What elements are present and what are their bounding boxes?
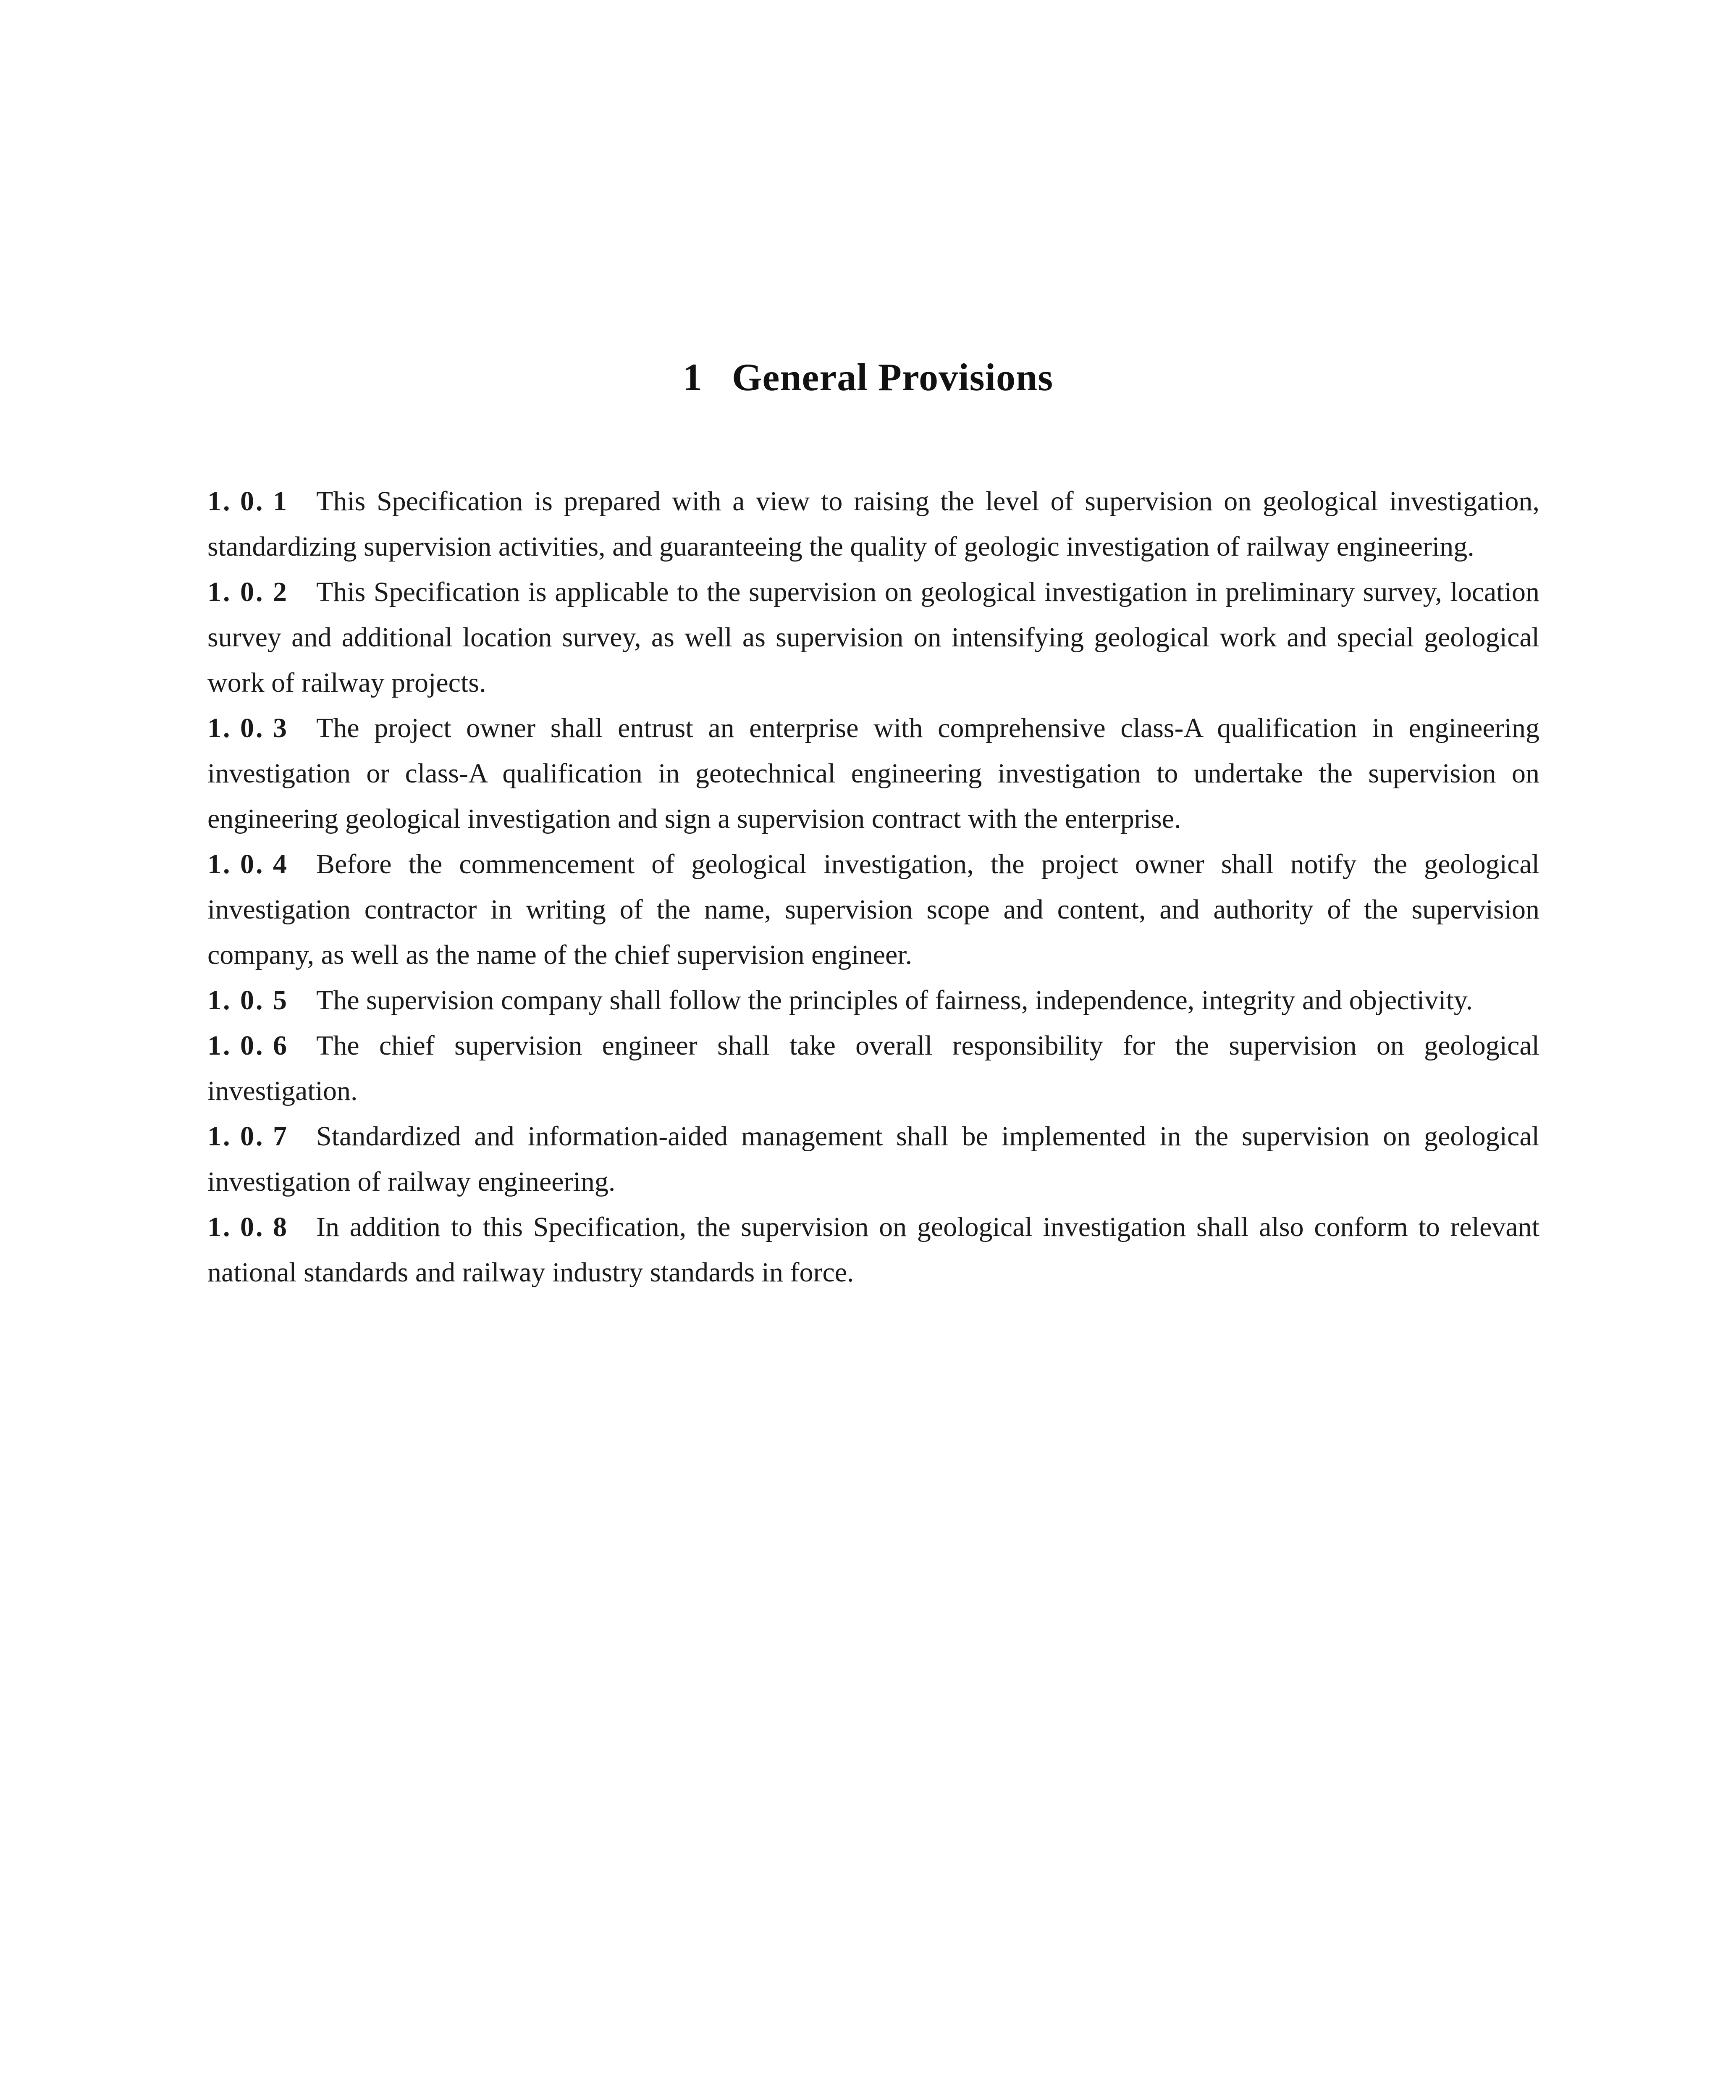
clause-text: Standardized and information-aided management shall be implemented in the supervision on geological investigation of railway engineering. (207, 1121, 1539, 1197)
clause-text: This Specification is prepared with a view to raising the level of supervision on geological investigation, standardizing supervision activities, and guaranteeing the quality of geologic investigation of railway engineering. (207, 486, 1539, 562)
clause-1-0-2 (207, 570, 1539, 706)
clause-text: This Specification is applicable to the supervision on geological investigation in preliminary survey, location survey and additional location survey, as well as supervision on intensifying geological work and special geological work of railway projects. (207, 577, 1539, 698)
clause-1-0-4 (207, 842, 1539, 978)
clause-number: 1. 0. 2 (207, 577, 288, 607)
clause-text: The project owner shall entrust an enterprise with comprehensive class-A qualification in engineering investigation or class-A qualification in geotechnical engineering investigation to undertake the supervision on engineering geological investigation and sign a supervision contract with the enterprise. (207, 713, 1539, 834)
clause-number: 1. 0. 5 (207, 985, 288, 1016)
clause-1-0-3 (207, 706, 1539, 842)
clause-1-0-6 (207, 1023, 1539, 1114)
clause-1-0-5 (207, 978, 1539, 1023)
clauses-section (207, 479, 1539, 1295)
clause-number: 1. 0. 6 (207, 1030, 288, 1061)
clause-text: In addition to this Specification, the supervision on geological investigation shall also conform to relevant national standards and railway industry standards in force. (207, 1212, 1539, 1288)
clause-text: The supervision company shall follow the principles of fairness, independence, integrity and objectivity. (316, 985, 1473, 1016)
chapter-title (0, 355, 1736, 399)
clause-number: 1. 0. 7 (207, 1121, 288, 1152)
clause-number: 1. 0. 8 (207, 1212, 288, 1242)
clause-text: Before the commencement of geological investigation, the project owner shall notify the geological investigation contractor in writing of the name, supervision scope and content, and authority of the supervision company, as well as the name of the chief supervision engineer. (207, 849, 1539, 970)
chapter-title-text: General Provisions (732, 355, 1054, 399)
clause-1-0-1 (207, 479, 1539, 570)
clause-1-0-7 (207, 1114, 1539, 1205)
clause-number: 1. 0. 3 (207, 713, 288, 743)
clause-text: The chief supervision engineer shall take overall responsibility for the supervision on geological investigation. (207, 1030, 1539, 1106)
clause-number: 1. 0. 1 (207, 486, 288, 517)
clause-number: 1. 0. 4 (207, 849, 288, 879)
clause-1-0-8 (207, 1205, 1539, 1295)
chapter-number: 1 (682, 355, 703, 399)
